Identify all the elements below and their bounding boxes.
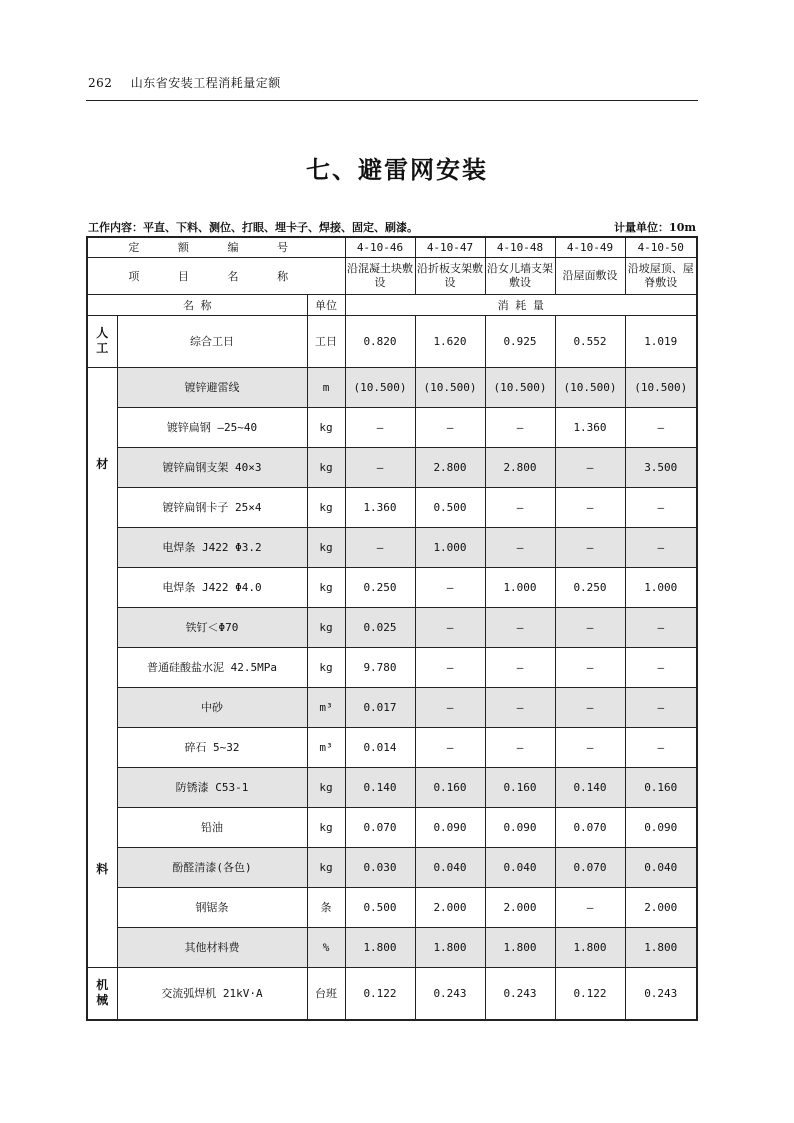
resource-name: 镀锌避雷线 xyxy=(117,367,307,407)
work-content: 工作内容：平直、下料、测位、打眼、埋卡子、焊接、固定、刷漆。 xyxy=(88,221,418,234)
value-cell: 0.243 xyxy=(485,967,555,1020)
value-cell: 2.000 xyxy=(485,887,555,927)
value-cell: — xyxy=(625,527,697,567)
code-cell: 4-10-50 xyxy=(625,237,697,257)
value-cell: 0.243 xyxy=(625,967,697,1020)
category-labor: 人工 xyxy=(87,315,117,367)
value-cell: — xyxy=(485,487,555,527)
unit-cell: kg xyxy=(307,647,345,687)
table-meta xyxy=(88,219,696,235)
value-cell: (10.500) xyxy=(345,367,415,407)
col-unit-header: 单位 xyxy=(307,294,345,315)
value-cell: 1.360 xyxy=(345,487,415,527)
measurement-unit: 计量单位：10m xyxy=(614,221,696,234)
resource-name: 碎石 5~32 xyxy=(117,727,307,767)
book-title: 山东省安装工程消耗量定额 xyxy=(130,76,281,90)
machines-row xyxy=(87,967,697,1020)
unit-cell: kg xyxy=(307,847,345,887)
unit-cell: kg xyxy=(307,447,345,487)
running-header xyxy=(88,74,698,91)
value-cell: 0.500 xyxy=(345,887,415,927)
value-cell: 0.090 xyxy=(415,807,485,847)
consumption-header: 消 耗 量 xyxy=(345,294,697,315)
item-name-cell: 沿混凝土块敷设 xyxy=(345,257,415,294)
unit-cell: m³ xyxy=(307,687,345,727)
resource-name: 钢锯条 xyxy=(117,887,307,927)
value-cell: — xyxy=(625,407,697,447)
value-cell: — xyxy=(555,647,625,687)
value-cell: — xyxy=(415,567,485,607)
code-cell: 4-10-49 xyxy=(555,237,625,257)
value-cell: 1.800 xyxy=(415,927,485,967)
value-cell: 0.040 xyxy=(625,847,697,887)
value-cell: 0.030 xyxy=(345,847,415,887)
code-label: 定 额 编 号 xyxy=(87,237,345,257)
value-cell: 0.243 xyxy=(415,967,485,1020)
value-cell: 1.800 xyxy=(345,927,415,967)
resource-name: 铁钉＜Φ70 xyxy=(117,607,307,647)
materials-row xyxy=(87,487,697,527)
value-cell: 0.090 xyxy=(485,807,555,847)
value-cell: — xyxy=(345,447,415,487)
value-cell: — xyxy=(345,407,415,447)
value-cell: 2.800 xyxy=(415,447,485,487)
category-machines: 机械 xyxy=(87,967,117,1020)
value-cell: — xyxy=(485,727,555,767)
value-cell: — xyxy=(555,607,625,647)
value-cell: 1.800 xyxy=(485,927,555,967)
materials-row xyxy=(87,727,697,767)
materials-row xyxy=(87,447,697,487)
category-materials: 材 料 xyxy=(87,367,117,967)
item-name-label: 项 目 名 称 xyxy=(87,257,345,294)
value-cell: 0.070 xyxy=(345,807,415,847)
value-cell: 0.552 xyxy=(555,315,625,367)
value-cell: 0.140 xyxy=(555,767,625,807)
unit-cell: kg xyxy=(307,487,345,527)
value-cell: 0.040 xyxy=(415,847,485,887)
value-cell: — xyxy=(555,487,625,527)
resource-name: 镀锌扁钢支架 40×3 xyxy=(117,447,307,487)
materials-row xyxy=(87,847,697,887)
value-cell: 2.000 xyxy=(625,887,697,927)
value-cell: — xyxy=(625,687,697,727)
unit-cell: m³ xyxy=(307,727,345,767)
materials-row xyxy=(87,367,697,407)
value-cell: — xyxy=(415,607,485,647)
value-cell: — xyxy=(625,607,697,647)
value-cell: 0.122 xyxy=(345,967,415,1020)
item-name-cell: 沿屋面敷设 xyxy=(555,257,625,294)
value-cell: 2.800 xyxy=(485,447,555,487)
value-cell: 9.780 xyxy=(345,647,415,687)
materials-row xyxy=(87,607,697,647)
col-name-header: 名 称 xyxy=(87,294,307,315)
value-cell: — xyxy=(555,727,625,767)
value-cell: (10.500) xyxy=(625,367,697,407)
unit-cell: 条 xyxy=(307,887,345,927)
value-cell: 0.500 xyxy=(415,487,485,527)
value-cell: — xyxy=(485,607,555,647)
value-cell: — xyxy=(625,647,697,687)
resource-name: 镀锌扁钢 —25~40 xyxy=(117,407,307,447)
value-cell: 0.070 xyxy=(555,847,625,887)
column-header-row xyxy=(87,294,697,315)
value-cell: 1.000 xyxy=(625,567,697,607)
value-cell: 0.025 xyxy=(345,607,415,647)
value-cell: 0.140 xyxy=(345,767,415,807)
unit-cell: % xyxy=(307,927,345,967)
value-cell: 0.160 xyxy=(625,767,697,807)
resource-name: 酚醛清漆(各色) xyxy=(117,847,307,887)
value-cell: — xyxy=(555,447,625,487)
value-cell: 1.620 xyxy=(415,315,485,367)
materials-row xyxy=(87,647,697,687)
materials-row xyxy=(87,567,697,607)
unit-cell: 工日 xyxy=(307,315,345,367)
value-cell: 0.017 xyxy=(345,687,415,727)
value-cell: — xyxy=(485,407,555,447)
code-cell: 4-10-46 xyxy=(345,237,415,257)
value-cell: 0.014 xyxy=(345,727,415,767)
resource-name: 中砂 xyxy=(117,687,307,727)
value-cell: — xyxy=(415,727,485,767)
materials-row xyxy=(87,807,697,847)
value-cell: — xyxy=(625,487,697,527)
materials-row xyxy=(87,767,697,807)
value-cell: — xyxy=(415,647,485,687)
resource-name: 综合工日 xyxy=(117,315,307,367)
code-cell: 4-10-48 xyxy=(485,237,555,257)
code-cell: 4-10-47 xyxy=(415,237,485,257)
value-cell: — xyxy=(625,727,697,767)
value-cell: — xyxy=(555,887,625,927)
unit-cell: kg xyxy=(307,807,345,847)
value-cell: — xyxy=(415,407,485,447)
materials-row xyxy=(87,527,697,567)
item-name-cell: 沿女儿墙支架敷设 xyxy=(485,257,555,294)
value-cell: 1.800 xyxy=(555,927,625,967)
materials-row xyxy=(87,927,697,967)
value-cell: 0.070 xyxy=(555,807,625,847)
section-title: 七、避雷网安装 xyxy=(306,155,488,184)
labor-row xyxy=(87,315,697,367)
value-cell: 1.360 xyxy=(555,407,625,447)
materials-row xyxy=(87,887,697,927)
value-cell: 0.040 xyxy=(485,847,555,887)
value-cell: — xyxy=(555,527,625,567)
resource-name: 普通硅酸盐水泥 42.5MPa xyxy=(117,647,307,687)
resource-name: 电焊条 J422 Φ3.2 xyxy=(117,527,307,567)
header-rule xyxy=(86,100,698,101)
value-cell: 0.122 xyxy=(555,967,625,1020)
value-cell: — xyxy=(415,687,485,727)
value-cell: 0.090 xyxy=(625,807,697,847)
value-cell: 0.820 xyxy=(345,315,415,367)
resource-name: 镀锌扁钢卡子 25×4 xyxy=(117,487,307,527)
value-cell: (10.500) xyxy=(485,367,555,407)
resource-name: 防锈漆 C53-1 xyxy=(117,767,307,807)
item-name-cell: 沿坡屋顶、屋脊敷设 xyxy=(625,257,697,294)
resource-name: 其他材料费 xyxy=(117,927,307,967)
value-cell: (10.500) xyxy=(555,367,625,407)
value-cell: 0.160 xyxy=(415,767,485,807)
unit-cell: kg xyxy=(307,567,345,607)
value-cell: — xyxy=(485,687,555,727)
item-name-cell: 沿折板支架敷设 xyxy=(415,257,485,294)
resource-name: 电焊条 J422 Φ4.0 xyxy=(117,567,307,607)
quota-table xyxy=(86,236,698,1021)
value-cell: 0.925 xyxy=(485,315,555,367)
code-row xyxy=(87,237,697,257)
resource-name: 铅油 xyxy=(117,807,307,847)
value-cell: — xyxy=(485,647,555,687)
unit-cell: kg xyxy=(307,607,345,647)
resource-name: 交流弧焊机 21kV·A xyxy=(117,967,307,1020)
value-cell: 0.160 xyxy=(485,767,555,807)
value-cell: 0.250 xyxy=(345,567,415,607)
value-cell: 1.000 xyxy=(485,567,555,607)
unit-cell: kg xyxy=(307,527,345,567)
value-cell: 1.000 xyxy=(415,527,485,567)
value-cell: 1.800 xyxy=(625,927,697,967)
unit-cell: kg xyxy=(307,767,345,807)
page-number: 262 xyxy=(88,76,113,90)
materials-row xyxy=(87,687,697,727)
unit-cell: 台班 xyxy=(307,967,345,1020)
value-cell: 1.019 xyxy=(625,315,697,367)
unit-cell: kg xyxy=(307,407,345,447)
value-cell: 3.500 xyxy=(625,447,697,487)
unit-cell: m xyxy=(307,367,345,407)
value-cell: — xyxy=(555,687,625,727)
value-cell: — xyxy=(485,527,555,567)
value-cell: — xyxy=(345,527,415,567)
materials-row xyxy=(87,407,697,447)
item-name-row xyxy=(87,257,697,294)
value-cell: (10.500) xyxy=(415,367,485,407)
value-cell: 0.250 xyxy=(555,567,625,607)
value-cell: 2.000 xyxy=(415,887,485,927)
